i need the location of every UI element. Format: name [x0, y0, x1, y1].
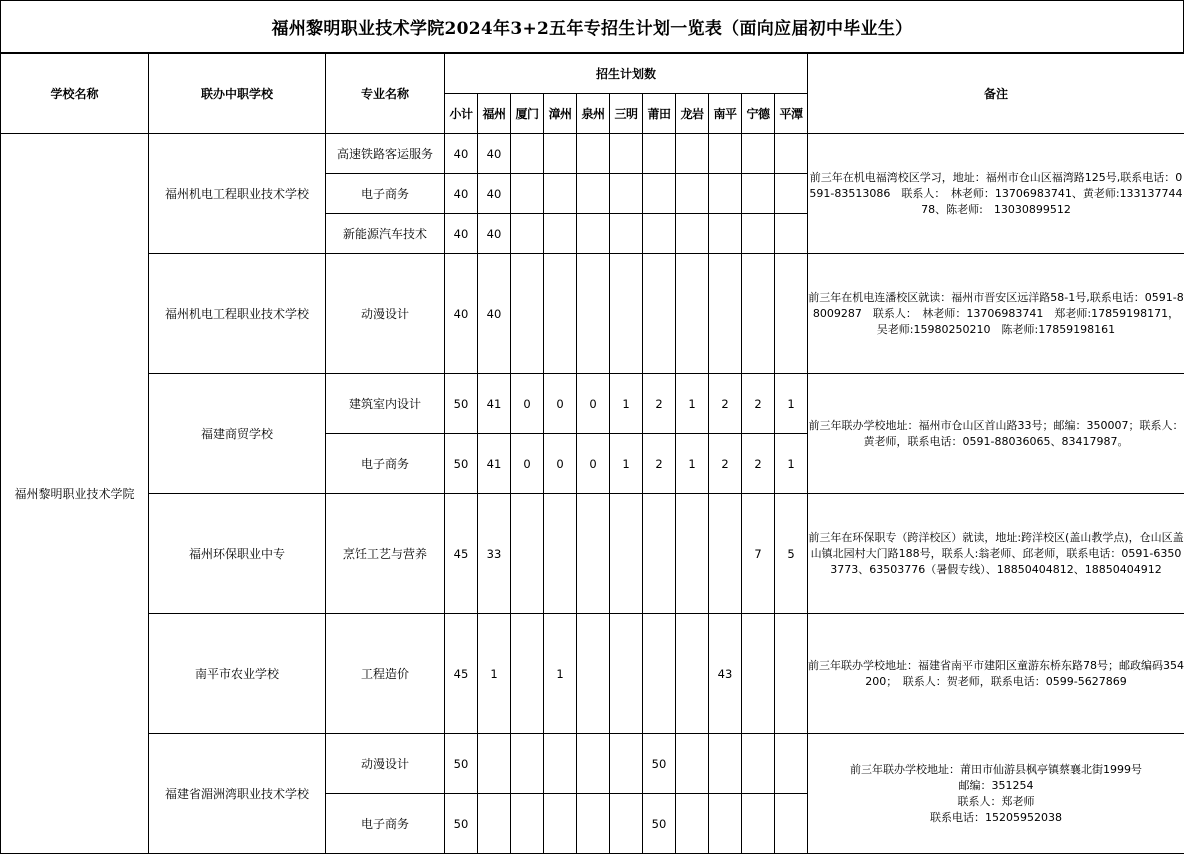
- plan-count-cell: [478, 794, 511, 854]
- plan-count-cell: 2: [709, 434, 742, 494]
- plan-count-cell: [577, 614, 610, 734]
- plan-count-cell: [643, 614, 676, 734]
- header-city: 平潭: [775, 94, 808, 134]
- plan-count-cell: 0: [511, 434, 544, 494]
- plan-count-cell: 2: [709, 374, 742, 434]
- major-cell: 动漫设计: [326, 734, 445, 794]
- plan-count-cell: 40: [445, 134, 478, 174]
- plan-count-cell: 1: [610, 374, 643, 434]
- plan-count-cell: [742, 614, 775, 734]
- table-row: [1, 254, 1184, 374]
- major-cell: 动漫设计: [326, 254, 445, 374]
- plan-count-cell: 0: [577, 434, 610, 494]
- major-cell: 电子商务: [326, 174, 445, 214]
- plan-count-cell: [544, 174, 577, 214]
- plan-count-cell: [610, 734, 643, 794]
- plan-count-cell: [676, 794, 709, 854]
- plan-count-cell: [544, 214, 577, 254]
- table-row: [1, 614, 1184, 734]
- plan-count-cell: [610, 174, 643, 214]
- plan-count-cell: [478, 734, 511, 794]
- header-school: 学校名称: [1, 54, 149, 134]
- plan-count-cell: [643, 134, 676, 174]
- major-cell: 电子商务: [326, 434, 445, 494]
- plan-count-cell: [676, 174, 709, 214]
- header-city: 南平: [709, 94, 742, 134]
- plan-count-cell: [775, 134, 808, 174]
- plan-count-cell: [775, 794, 808, 854]
- plan-count-cell: 50: [445, 794, 478, 854]
- plan-count-cell: [643, 254, 676, 374]
- header-city: 龙岩: [676, 94, 709, 134]
- plan-count-cell: [610, 494, 643, 614]
- header-city: 漳州: [544, 94, 577, 134]
- plan-count-cell: [511, 214, 544, 254]
- plan-count-cell: [610, 614, 643, 734]
- plan-count-cell: 1: [676, 434, 709, 494]
- header-city: 三明: [610, 94, 643, 134]
- plan-count-cell: [577, 134, 610, 174]
- plan-count-cell: 1: [544, 614, 577, 734]
- header-city: 泉州: [577, 94, 610, 134]
- plan-count-cell: [511, 254, 544, 374]
- header-major: 专业名称: [326, 54, 445, 134]
- plan-count-cell: [511, 734, 544, 794]
- plan-count-cell: 40: [445, 174, 478, 214]
- plan-count-cell: [610, 794, 643, 854]
- plan-count-cell: 2: [643, 434, 676, 494]
- plan-count-cell: [544, 794, 577, 854]
- major-cell: 新能源汽车技术: [326, 214, 445, 254]
- plan-count-cell: [511, 134, 544, 174]
- table-row: [1, 374, 1184, 434]
- plan-count-cell: 2: [742, 434, 775, 494]
- plan-count-cell: [511, 794, 544, 854]
- plan-count-cell: [577, 494, 610, 614]
- header-city: 小计: [445, 94, 478, 134]
- partner-school-cell: 福建省湄洲湾职业技术学校: [149, 734, 326, 854]
- plan-count-cell: 2: [742, 374, 775, 434]
- note-cell: 前三年在机电连潘校区就读：福州市晋安区远洋路58-1号,联系电话：0591-88009287 联系人： 林老师：13706983741 郑老师:17859198171，吴老师:15980250210 陈老师:17859198161: [808, 254, 1184, 374]
- note-cell: 前三年在机电福湾校区学习，地址：福州市仓山区福湾路125号,联系电话：0591-83513086 联系人： 林老师：13706983741、黄老师:13313774478、陈老师: 13030899512: [808, 134, 1184, 254]
- plan-count-cell: [709, 254, 742, 374]
- plan-count-cell: [709, 794, 742, 854]
- note-cell: 前三年在环保职专（跨洋校区）就读，地址:跨洋校区(盖山教学点)，仓山区盖山镇北园村大门路188号，联系人:翁老师、邱老师，联系电话：0591-63503773、63503776（暑假专线）、18850404812、18850404912: [808, 494, 1184, 614]
- major-cell: 建筑室内设计: [326, 374, 445, 434]
- plan-count-cell: 40: [478, 174, 511, 214]
- note-cell: 前三年联办学校地址：福建省南平市建阳区童游东桥东路78号；邮政编码354200； 联系人：贺老师，联系电话：0599-5627869: [808, 614, 1184, 734]
- plan-count-cell: [676, 734, 709, 794]
- plan-count-cell: [544, 734, 577, 794]
- plan-count-cell: [610, 134, 643, 174]
- plan-count-cell: [610, 254, 643, 374]
- plan-count-cell: 50: [445, 434, 478, 494]
- table-row: [1, 734, 1184, 794]
- plan-count-cell: 41: [478, 374, 511, 434]
- plan-count-cell: [511, 174, 544, 214]
- plan-count-cell: [742, 254, 775, 374]
- plan-count-cell: [544, 494, 577, 614]
- plan-count-cell: [643, 174, 676, 214]
- header-plan: 招生计划数: [445, 54, 808, 94]
- plan-count-cell: [775, 254, 808, 374]
- partner-school-cell: 福州机电工程职业技术学校: [149, 134, 326, 254]
- plan-count-cell: [709, 494, 742, 614]
- plan-count-cell: 41: [478, 434, 511, 494]
- plan-count-cell: 40: [478, 214, 511, 254]
- plan-count-cell: [577, 734, 610, 794]
- plan-count-cell: 50: [643, 734, 676, 794]
- plan-count-cell: 33: [478, 494, 511, 614]
- plan-count-cell: 1: [775, 434, 808, 494]
- header-city: 福州: [478, 94, 511, 134]
- partner-school-cell: 福州机电工程职业技术学校: [149, 254, 326, 374]
- plan-count-cell: [643, 494, 676, 614]
- plan-count-cell: [742, 214, 775, 254]
- header-city: 厦门: [511, 94, 544, 134]
- major-cell: 电子商务: [326, 794, 445, 854]
- plan-count-cell: 45: [445, 614, 478, 734]
- plan-count-cell: [643, 214, 676, 254]
- plan-count-cell: [610, 214, 643, 254]
- plan-count-cell: [676, 494, 709, 614]
- partner-school-cell: 南平市农业学校: [149, 614, 326, 734]
- plan-count-cell: 50: [445, 734, 478, 794]
- header-note: 备注: [808, 54, 1184, 134]
- plan-count-cell: 2: [643, 374, 676, 434]
- plan-count-cell: 0: [577, 374, 610, 434]
- plan-count-cell: [775, 174, 808, 214]
- plan-count-cell: 1: [676, 374, 709, 434]
- plan-count-cell: 40: [445, 214, 478, 254]
- header-city: 宁德: [742, 94, 775, 134]
- table-row: [1, 494, 1184, 614]
- plan-count-cell: [544, 134, 577, 174]
- plan-count-cell: [676, 134, 709, 174]
- table-row: [1, 134, 1184, 174]
- plan-count-cell: [511, 494, 544, 614]
- plan-count-cell: 0: [544, 374, 577, 434]
- plan-count-cell: [775, 214, 808, 254]
- plan-count-cell: 40: [445, 254, 478, 374]
- note-cell: 前三年联办学校地址：福州市仓山区首山路33号；邮编：350007；联系人：黄老师，联系电话：0591-88036065、83417987。: [808, 374, 1184, 494]
- partner-school-cell: 福州环保职业中专: [149, 494, 326, 614]
- partner-school-cell: 福建商贸学校: [149, 374, 326, 494]
- plan-count-cell: 1: [775, 374, 808, 434]
- plan-count-cell: 0: [544, 434, 577, 494]
- plan-count-cell: 40: [478, 134, 511, 174]
- header-city: 莆田: [643, 94, 676, 134]
- plan-count-cell: [742, 734, 775, 794]
- plan-count-cell: 7: [742, 494, 775, 614]
- plan-count-cell: [577, 214, 610, 254]
- plan-count-cell: 40: [478, 254, 511, 374]
- enrollment-table: [0, 53, 1184, 854]
- page-title: 福州黎明职业技术学院2024年3+2五年专招生计划一览表（面向应届初中毕业生）: [0, 0, 1184, 53]
- plan-count-cell: 45: [445, 494, 478, 614]
- plan-count-cell: [577, 254, 610, 374]
- plan-count-cell: [709, 134, 742, 174]
- major-cell: 烹饪工艺与营养: [326, 494, 445, 614]
- plan-count-cell: 1: [610, 434, 643, 494]
- plan-count-cell: [709, 174, 742, 214]
- plan-count-cell: 43: [709, 614, 742, 734]
- plan-count-cell: [676, 214, 709, 254]
- plan-count-cell: [544, 254, 577, 374]
- plan-count-cell: [676, 614, 709, 734]
- major-cell: 工程造价: [326, 614, 445, 734]
- plan-count-cell: [742, 134, 775, 174]
- plan-count-cell: 50: [643, 794, 676, 854]
- plan-count-cell: [709, 734, 742, 794]
- plan-count-cell: 0: [511, 374, 544, 434]
- table-body: [1, 134, 1184, 854]
- plan-count-cell: [577, 174, 610, 214]
- plan-count-cell: 1: [478, 614, 511, 734]
- plan-count-cell: 50: [445, 374, 478, 434]
- major-cell: 高速铁路客运服务: [326, 134, 445, 174]
- plan-count-cell: [742, 174, 775, 214]
- plan-count-cell: [775, 614, 808, 734]
- plan-count-cell: [577, 794, 610, 854]
- note-cell: 前三年联办学校地址：莆田市仙游县枫亭镇蔡襄北街1999号 邮编：351254 联系人：郑老师 联系电话：15205952038: [808, 734, 1184, 854]
- plan-count-cell: [511, 614, 544, 734]
- plan-count-cell: [709, 214, 742, 254]
- plan-count-cell: 5: [775, 494, 808, 614]
- school-name-cell: 福州黎明职业技术学院: [1, 134, 149, 854]
- plan-count-cell: [775, 734, 808, 794]
- header-partner: 联办中职学校: [149, 54, 326, 134]
- plan-count-cell: [676, 254, 709, 374]
- plan-count-cell: [742, 794, 775, 854]
